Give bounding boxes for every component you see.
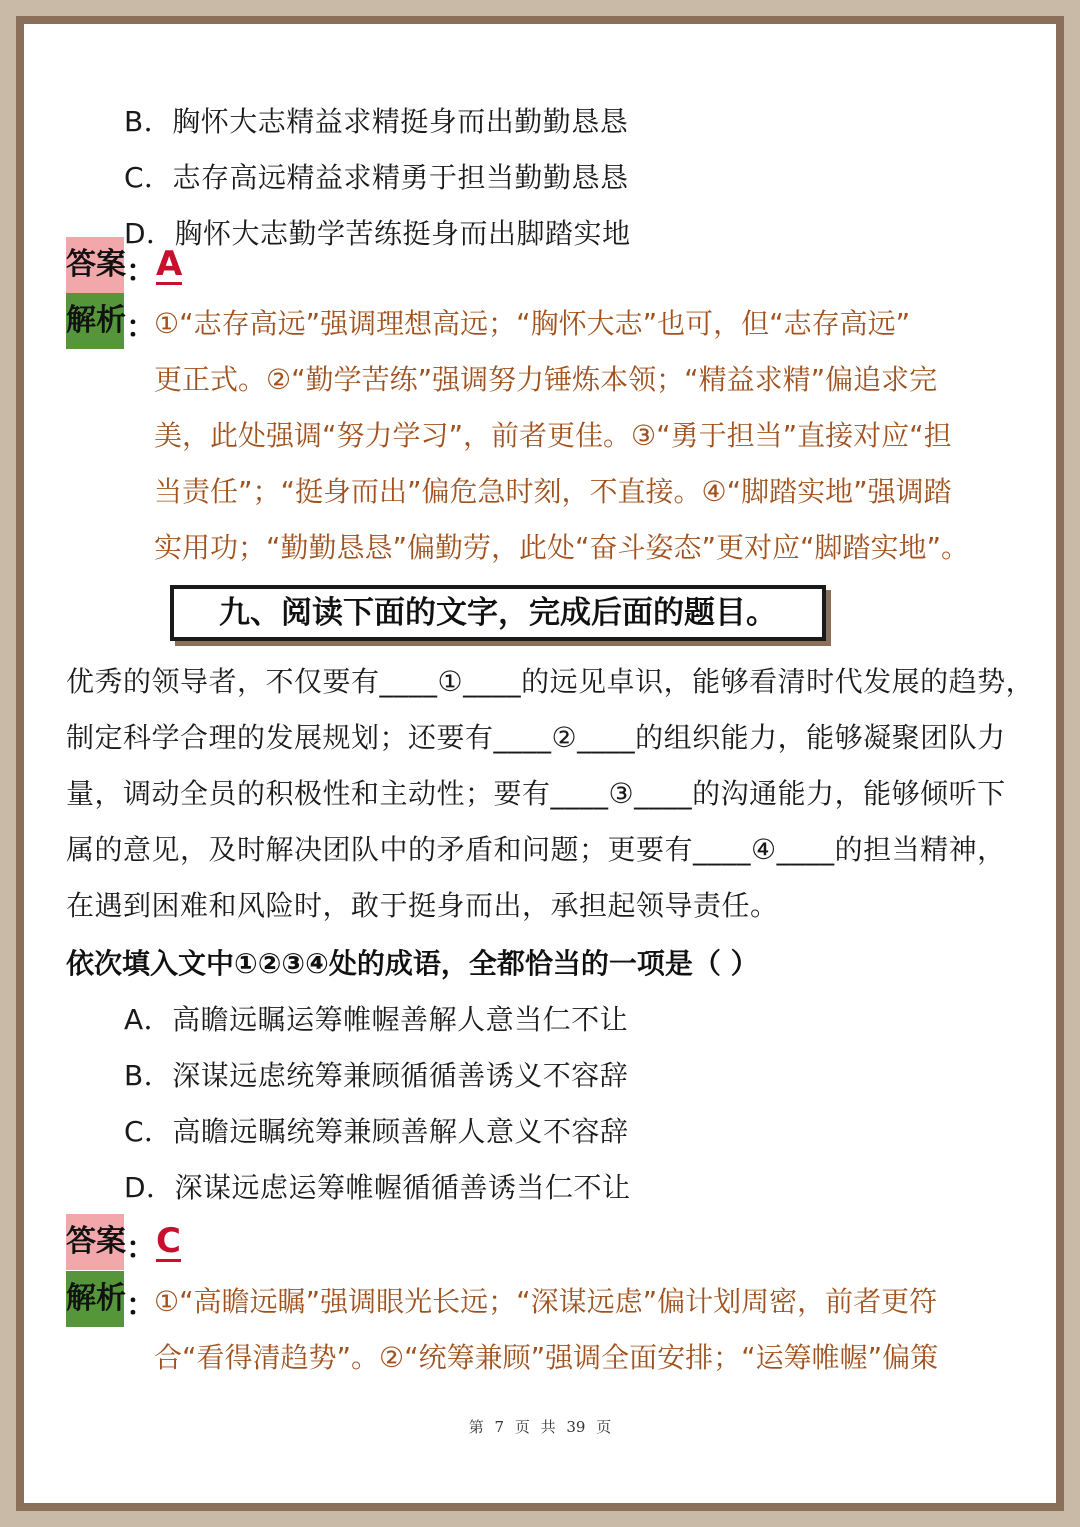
answer-label-text: 答案	[66, 247, 126, 282]
section-heading: 九、阅读下面的文字，完成后面的题目。	[170, 585, 826, 641]
option-d: D．深谋远虑运筹帷幄循循善诱当仁不让	[124, 1171, 631, 1204]
answer-label	[66, 1214, 124, 1270]
answer-letter: C	[156, 1221, 181, 1261]
analysis-line: 更正式。②“勤学苦练”强调努力锤炼本领；“精益求精”偏追求完	[154, 363, 938, 396]
analysis-line: ①“志存高远”强调理想高远；“胸怀大志”也可，但“志存高远”	[154, 307, 911, 340]
analysis-label-text: 解析	[66, 1281, 126, 1316]
passage-line: 量，调动全员的积极性和主动性；要有____③____的沟通能力，能够倾听下	[66, 777, 1006, 810]
analysis-text	[154, 1274, 1016, 1386]
analysis-text	[154, 296, 1016, 576]
answer-colon: ：	[126, 254, 156, 289]
option-a: A．高瞻远瞩运筹帷幄善解人意当仁不让	[124, 1003, 629, 1036]
analysis-line: 美，此处强调“努力学习”，前者更佳。③“勇于担当”直接对应“担	[154, 419, 952, 452]
analysis-line: 合“看得清趋势”。②“统筹兼顾”强调全面安排；“运筹帷幄”偏策	[154, 1341, 939, 1374]
analysis-label-text: 解析	[66, 303, 126, 338]
analysis-label	[66, 1271, 124, 1327]
passage-line: 优秀的领导者，不仅要有____①____的远见卓识，能够看清时代发展的趋势，	[66, 665, 1035, 698]
passage-line: 在遇到困难和风险时，敢于挺身而出，承担起领导责任。	[66, 889, 779, 922]
analysis-label	[66, 293, 124, 349]
answer-colon: ：	[126, 1231, 156, 1266]
analysis-colon: ：	[126, 310, 156, 345]
analysis-line: 实用功；“勤勤恳恳”偏勤劳，此处“奋斗姿态”更对应“脚踏实地”。	[154, 531, 970, 564]
answer-letter: A	[156, 244, 183, 284]
document-page	[24, 24, 1056, 1503]
passage-line: 制定科学合理的发展规划；还要有____②____的组织能力，能够凝聚团队力	[66, 721, 1006, 754]
analysis-line: ①“高瞻远瞩”强调眼光长远；“深谋远虑”偏计划周密，前者更符	[154, 1285, 938, 1318]
page-number-footer: 第 7 页 共 39 页	[468, 1418, 612, 1436]
answer-label-text: 答案	[66, 1224, 126, 1259]
passage-line: 属的意见，及时解决团队中的矛盾和问题；更要有____④____的担当精神，	[66, 833, 1006, 866]
question-prompt: 依次填入文中①②③④处的成语，全都恰当的一项是（ ）	[66, 947, 759, 980]
analysis-colon: ：	[126, 1288, 156, 1323]
option-c: C．高瞻远瞩统筹兼顾善解人意义不容辞	[124, 1115, 629, 1148]
analysis-line: 当责任”；“挺身而出”偏危急时刻，不直接。④“脚踏实地”强调踏	[154, 475, 952, 508]
option-b: B．深谋远虑统筹兼顾循循善诱义不容辞	[124, 1059, 629, 1092]
option-d: D．胸怀大志勤学苦练挺身而出脚踏实地	[124, 217, 631, 250]
option-b: B．胸怀大志精益求精挺身而出勤勤恳恳	[124, 105, 629, 138]
answer-label	[66, 237, 124, 293]
option-c: C．志存高远精益求精勇于担当勤勤恳恳	[124, 161, 629, 194]
